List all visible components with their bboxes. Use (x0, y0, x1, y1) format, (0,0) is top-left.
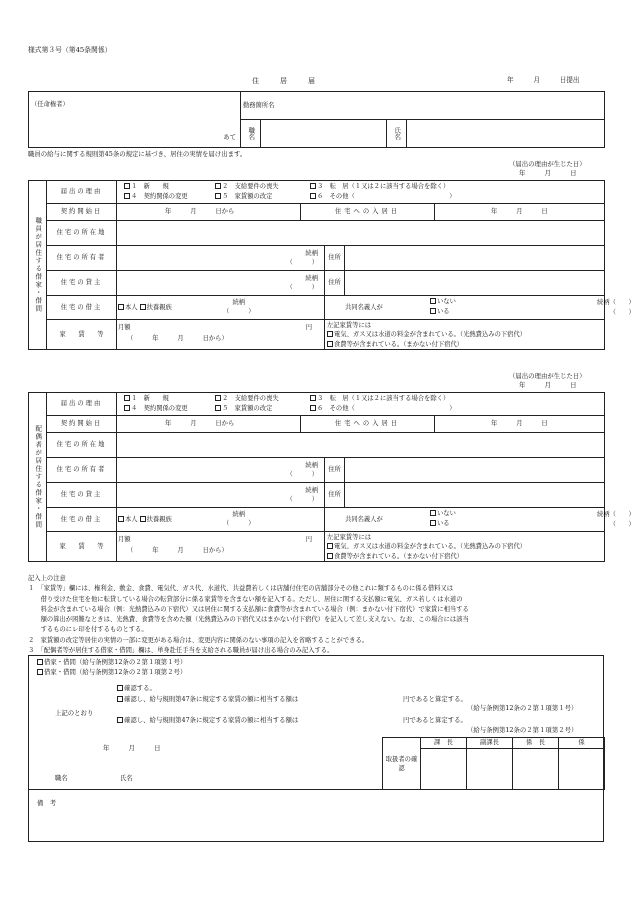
name-field[interactable] (407, 120, 605, 148)
stamp-cell[interactable] (421, 749, 467, 790)
move-in-label: 住宅への入居日 (301, 204, 435, 221)
confirmed-checkbox[interactable] (117, 685, 123, 691)
notes-title: 記入上の注意 (28, 575, 66, 582)
reason-options: １ 新 規 ２ 支給要件の喪失 ３ 転 居（１又は２に該当する場合を除く） ４ 契約関係の変更 ５ 家賃額の改定 ６ その他（ ） (117, 393, 605, 416)
owner-address-label: 住所 (325, 458, 345, 483)
owner-relation[interactable]: 続柄 （ ） (117, 246, 325, 271)
contract-start-label: 契約開始日 (47, 204, 117, 221)
note-line: 料金が含まれている場合（例：光熱費込みの下宿代）又は居住に関する支払額に食費等が含まれている場合（例：まかない付下宿代）で家賃に相当する (28, 605, 469, 613)
lender-label: 住宅の貸主 (47, 271, 117, 296)
lender-relation[interactable]: 続柄 （ ） (117, 271, 325, 296)
owner-label: 住宅の所有者 (47, 458, 117, 483)
reason-6-checkbox[interactable] (310, 193, 316, 199)
stamp-header: 副課長 (467, 738, 513, 749)
note-line: 額の算出が困難なときは、光熱費、食費等を含めた額（光熱費込みの下宿代又はまかない付下宿代）を記入して差し支えない。なお、この場合には該当 (28, 616, 469, 624)
reason-2-checkbox[interactable] (215, 183, 221, 189)
header-table (28, 91, 605, 148)
reason-date-fields-2: 年 月 日 (519, 381, 577, 389)
stamp-table (382, 737, 605, 790)
reason-5-checkbox[interactable] (215, 405, 221, 411)
confirm-date[interactable]: 年 月 日 (103, 744, 161, 752)
calc-2-yen: 円であると算定する。 (403, 716, 467, 724)
opt-calc-1[interactable]: 確認し、給与規則第47条に規定する家賃の額に相当する額は (117, 696, 298, 703)
contract-start-label: 契約開始日 (47, 416, 117, 433)
joint-none-checkbox[interactable] (430, 298, 436, 304)
borrower-options: 本人 扶養親族 続柄 （ ） (117, 508, 325, 532)
opt-confirmed[interactable]: 確認する。 (117, 685, 156, 692)
rent-meals-checkbox[interactable] (327, 553, 333, 559)
rent-label: 家 賃 等 (47, 320, 117, 350)
note-line: ３ 「配偶者等が居住する借家・借間」欄は、単身赴任手当を支給される職員が届け出る場合のみ記入する。 (28, 647, 334, 655)
reason-options: １ 新 規 ２ 支給要件の喪失 ３ 転 居（１又は２に該当する場合を除く） ４ 契約関係の変更 ５ 家賃額の改定 ６ その他（ ） (117, 181, 605, 204)
intro-text: 職員の給与に関する規則第45条の規定に基づき、居住の実情を届け出ます。 (28, 150, 247, 158)
note-line: ２ 家賃額の改定等居住の実情の一部に変更がある場合は、変更内容に関係のない事項の記入を省略することができる。 (28, 636, 369, 644)
borrower-dependent-checkbox[interactable] (140, 516, 146, 522)
section1-side-label: 職員が居住する借家・借間 (29, 181, 47, 350)
notes-section (28, 574, 469, 656)
reason-2-checkbox[interactable] (215, 395, 221, 401)
handler-label: 取扱者の確認 (383, 738, 421, 790)
borrower-label: 住宅の借主 (47, 296, 117, 320)
remarks-label: 備 考 (37, 799, 57, 807)
rent-notes: 左記家賃等には 電気、ガス又は水道の料金が含まれている。（光熱費込みの下宿代） 食費等が含まれている。（まかない付下宿代） (325, 320, 605, 350)
reason-1-checkbox[interactable] (124, 183, 130, 189)
calc-1-ref: （給与条例第12条の２第１項第１号） (467, 704, 578, 712)
position-label: 職名 (241, 120, 261, 148)
joint-exists-checkbox[interactable] (430, 520, 436, 526)
note-line: するものにレ印を付するものとする。 (28, 626, 148, 634)
contract-start-field[interactable]: 年 月 日から (117, 204, 301, 221)
borrower-dependent-checkbox[interactable] (140, 304, 146, 310)
owner-address-field[interactable] (345, 458, 605, 483)
lender-address-label: 住所 (325, 483, 345, 508)
stamp-cell[interactable] (559, 749, 605, 790)
section2-side-label: 配偶者が居住する借家・借間 (29, 393, 47, 562)
reason-3-checkbox[interactable] (310, 183, 316, 189)
calc-1-yen: 円であると算定する。 (403, 695, 467, 703)
calc-1-checkbox[interactable] (117, 696, 123, 702)
name-label: 氏名 (387, 120, 407, 148)
move-in-field[interactable]: 年 月 日 (435, 416, 605, 433)
lender-label: 住宅の貸主 (47, 483, 117, 508)
stamp-cell[interactable] (467, 749, 513, 790)
reason-4-checkbox[interactable] (124, 193, 130, 199)
office-field[interactable] (241, 92, 605, 120)
position-field[interactable] (261, 120, 387, 148)
joint-none-checkbox[interactable] (430, 510, 436, 516)
borrower-options: 本人 扶養親族 続柄 （ ） (117, 296, 325, 320)
location-label: 住宅の所在地 (47, 221, 117, 246)
calc-2-checkbox[interactable] (117, 717, 123, 723)
rent-utilities-checkbox[interactable] (327, 331, 333, 337)
stamp-header: 課 長 (421, 738, 467, 749)
lender-address-label: 住所 (325, 271, 345, 296)
borrower-self-checkbox[interactable] (118, 304, 124, 310)
check-1-checkbox[interactable] (37, 659, 43, 665)
rent-meals-checkbox[interactable] (327, 341, 333, 347)
remarks-box[interactable] (28, 789, 604, 842)
rent-notes: 左記家賃等には 電気、ガス又は水道の料金が含まれている。（光熱費込みの下宿代） 食費等が含まれている。（まかない付下宿代） (325, 532, 605, 562)
check-2-checkbox[interactable] (37, 669, 43, 675)
office-label: 勤務箇所名 (243, 101, 275, 109)
submission-date: 年 月 日提出 (507, 76, 580, 84)
contract-start-field[interactable]: 年 月 日から (117, 416, 301, 433)
appointer-label: （任命権者） (31, 101, 69, 108)
reason-3-checkbox[interactable] (310, 395, 316, 401)
note-line: １ 「家賃等」欄には、権利金、敷金、食費、電気代、ガス代、水道代、共益費若しくは店舗付住宅の店舗部分その他これに類するものに係る借料又は (28, 585, 454, 593)
note-line: 借り受けた住宅を他に転貸している場合の転貸部分に係る家賃等を含まない額を記入する。ただし、居住に関する支払額に電気、ガス若しくは水道の (28, 595, 463, 603)
borrower-label: 住宅の借主 (47, 508, 117, 532)
stamp-header: 係 (559, 738, 605, 749)
move-in-label: 住宅への入居日 (301, 416, 435, 433)
lender-address-field[interactable] (345, 483, 605, 508)
reason-1-checkbox[interactable] (124, 395, 130, 401)
rent-field[interactable]: 月額 円 （ 年 月 日から） (117, 532, 325, 562)
confirm-name-label: 氏名 (120, 774, 133, 782)
reason-date-fields-1: 年 月 日 (519, 169, 577, 177)
owner-address-label: 住所 (325, 246, 345, 271)
stamp-header: 係 長 (513, 738, 559, 749)
stamp-cell[interactable] (513, 749, 559, 790)
owner-address-field[interactable] (345, 246, 605, 271)
owner-label: 住宅の所有者 (47, 246, 117, 271)
lender-address-field[interactable] (345, 271, 605, 296)
location-field[interactable] (117, 433, 605, 458)
joint-holder: 共同名義人が いない いる 続柄（ ） （ ） (325, 296, 605, 320)
above-label: 上記のとおり (55, 709, 94, 717)
appointer-cell[interactable] (29, 92, 241, 148)
form-title: 住 居 届 (252, 77, 315, 85)
rent-field[interactable]: 月額 円 （ 年 月 日から） (117, 320, 325, 350)
joint-holder: 共同名義人が いない いる 続柄（ ） （ ） (325, 508, 605, 532)
location-field[interactable] (117, 221, 605, 246)
confirm-check-2[interactable]: 借家・借間（給与条例第12条の２第１項第２号） (37, 669, 186, 676)
move-in-field[interactable]: 年 月 日 (435, 204, 605, 221)
reason-5-checkbox[interactable] (215, 193, 221, 199)
rent-utilities-checkbox[interactable] (327, 543, 333, 549)
confirm-check-1[interactable]: 借家・借間（給与条例第12条の２第１項第１号） (37, 659, 186, 666)
confirm-post-label: 職名 (55, 774, 68, 782)
form-number: 様式第３号（第45条関係） (28, 46, 112, 54)
reason-date-label-1: （届出の理由が生じた日） (509, 160, 586, 168)
owner-relation[interactable]: 続柄 （ ） (117, 458, 325, 483)
joint-exists-checkbox[interactable] (430, 308, 436, 314)
location-label: 住宅の所在地 (47, 433, 117, 458)
calc-2-ref: （給与条例第12条の２第１項第２号） (467, 726, 578, 734)
employee-housing-table (28, 180, 635, 350)
reason-date-label-2: （届出の理由が生じた日） (509, 372, 586, 380)
rent-label: 家 賃 等 (47, 532, 117, 562)
reason-label: 届出の理由 (47, 181, 117, 204)
reason-6-checkbox[interactable] (310, 405, 316, 411)
to-label: あて (223, 133, 236, 141)
lender-relation[interactable]: 続柄 （ ） (117, 483, 325, 508)
reason-4-checkbox[interactable] (124, 405, 130, 411)
borrower-self-checkbox[interactable] (118, 516, 124, 522)
reason-label: 届出の理由 (47, 393, 117, 416)
opt-calc-2[interactable]: 確認し、給与規則第47条に規定する家賃の額に相当する額は (117, 717, 298, 724)
spouse-housing-table (28, 392, 635, 562)
